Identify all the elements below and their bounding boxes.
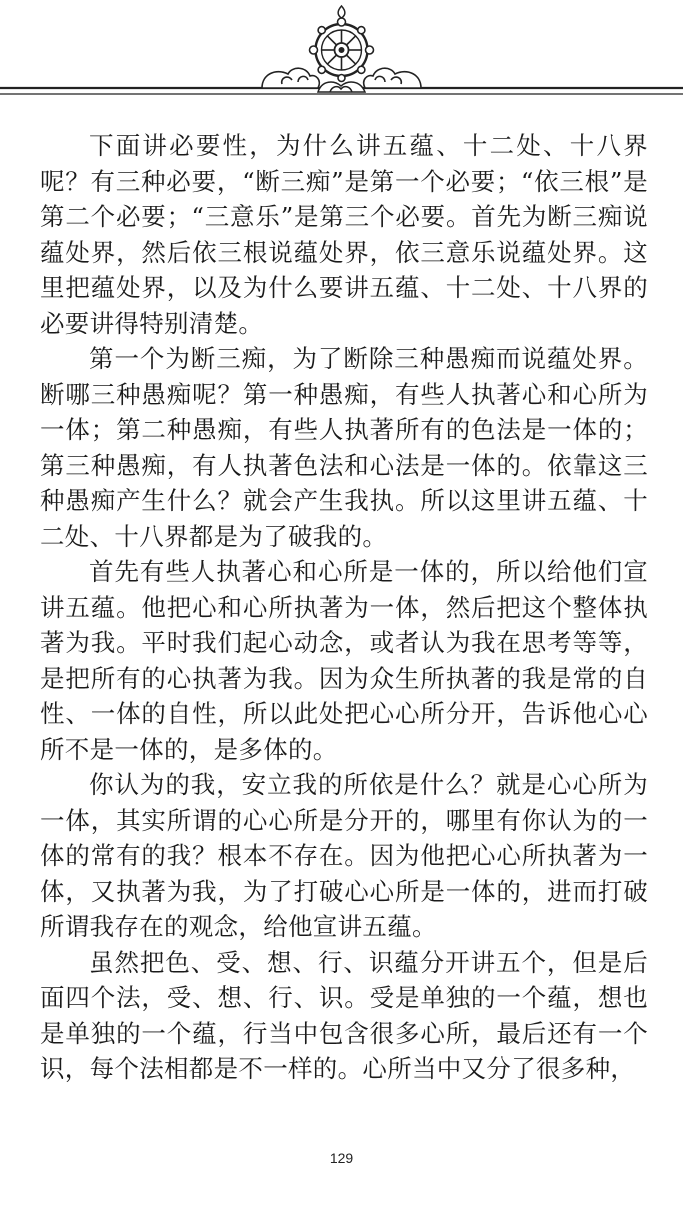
page-header-ornament xyxy=(0,0,683,110)
page-number: 129 xyxy=(329,1150,354,1166)
paragraph: 下面讲必要性，为什么讲五蕴、十二处、十八界呢？有三种必要，“断三痴”是第一个必要；“依三根”是第二个必要；“三意乐”是第三个必要。首先为断三痴说蕴处界，然后依三根说蕴处界，依三意乐说蕴处界。这里把蕴处界，以及为什么要讲五蕴、十二处、十八界的必要讲得特别清楚。 xyxy=(40,131,648,338)
paragraph: 第一个为断三痴，为了断除三种愚痴而说蕴处界。断哪三种愚痴呢？第一种愚痴，有些人执著心和心所为一体；第二种愚痴，有些人执著所有的色法是一体的；第三种愚痴，有人执著色法和心法是一体的。依靠这三种愚痴产生什么？就会产生我执。所以这里讲五蕴、十二处、十八界都是为了破我的。 xyxy=(40,344,648,551)
paragraph: 虽然把色、受、想、行、识蕴分开讲五个，但是后面四个法，受、想、行、识。受是单独的一个蕴，想也是单独的一个蕴，行当中包含很多心所，最后还有一个识，每个法相都是不一样的。心所当中又分了很多种， xyxy=(40,947,648,1083)
page-body xyxy=(40,128,648,1087)
dharma-wheel-icon xyxy=(310,6,374,82)
paragraph: 首先有些人执著心和心所是一体的，所以给他们宣讲五蕴。他把心和心所执著为一体，然后把这个整体执著为我。平时我们起心动念，或者认为我在思考等等，是把所有的心执著为我。因为众生所执著的我是常的自性、一体的自性，所以此处把心心所分开，告诉他心心所不是一体的，是多体的。 xyxy=(40,557,648,764)
right-cloud-ornament xyxy=(364,68,421,88)
paragraph: 你认为的我，安立我的所依是什么？就是心心所为一体，其实所谓的心心所是分开的，哪里有你认为的一体的常有的我？根本不存在。因为他把心心所执著为一体，又执著为我，为了打破心心所是一体的，进而打破所谓我存在的观念，给他宣讲五蕴。 xyxy=(40,770,648,941)
left-cloud-ornament xyxy=(262,68,319,88)
lotus-base-ornament xyxy=(318,82,365,92)
